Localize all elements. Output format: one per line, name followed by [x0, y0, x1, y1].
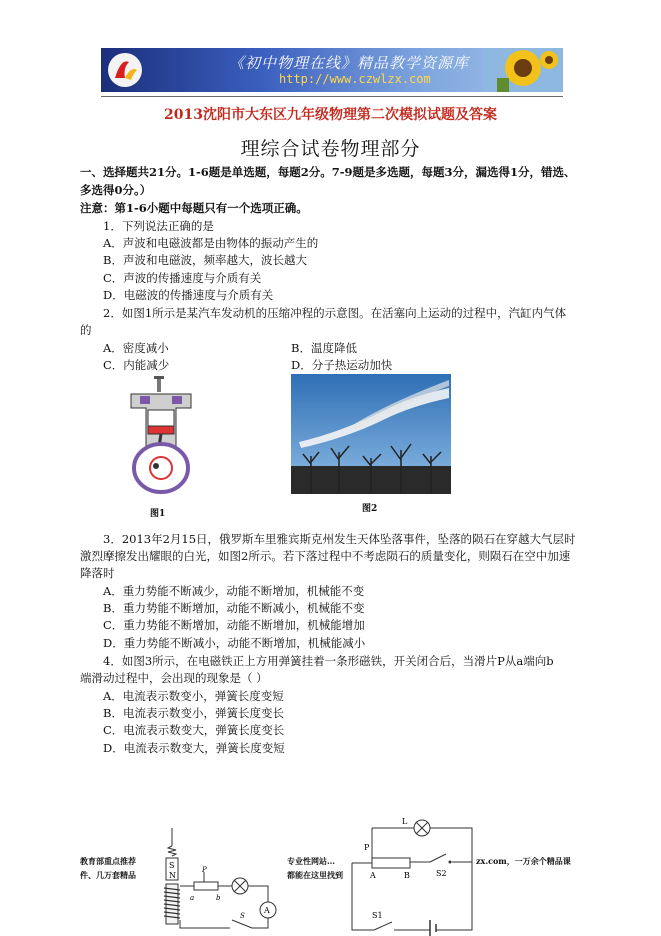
section-heading-line1: 一、选择题共21分。1-6题是单选题，每题2分。7-9题是多选题，每题3分，漏选得1分，错选、: [80, 165, 576, 179]
q3-stem-line2: 激烈摩擦发出耀眼的白光，如图2所示。若下落过程中不考虑陨石的质量变化，则陨石在空中加速: [80, 549, 571, 563]
page-title: 2013沈阳市大东区九年级物理第二次模拟试题及答案: [164, 107, 497, 123]
terminal-a-label: a: [190, 894, 195, 902]
q2-option-c: C．内能减少: [103, 358, 170, 372]
terminal-b-label: B: [404, 871, 410, 880]
q3-option-c: C．重力势能不断增加，动能不断增加，机械能增加: [103, 618, 365, 632]
lamp-l-label: L: [402, 817, 408, 826]
banner-url[interactable]: http://www.czwlzx.com: [279, 72, 431, 86]
section-heading-line2: 多选得0分。）: [80, 183, 152, 197]
electromagnet-circuit-diagram: [160, 828, 280, 936]
q1-stem: 1．下列说法正确的是: [103, 219, 214, 233]
q2-stem-line2: 的: [80, 323, 92, 337]
slider-p-label: P: [202, 866, 207, 874]
magnet-n-label: N: [169, 871, 176, 880]
banner-title: 《初中物理在线》精品教学资源库: [229, 54, 470, 72]
terminal-a-label: A: [370, 871, 376, 880]
footer-left-line1: 教育部重点推荐: [80, 856, 136, 866]
magnet-s-label: S: [169, 861, 175, 870]
site-banner: [101, 48, 563, 92]
meteor-photo: [291, 374, 451, 494]
q3-stem-line1: 3．2013年2月15日，俄罗斯车里雅宾斯克州发生天体坠落事件，坠落的陨石在穿越大气层时: [103, 532, 576, 546]
switch-s2-label: S2: [436, 869, 447, 878]
q2-option-b: B．温度降低: [291, 341, 357, 355]
q4-option-d: D．电流表示数变大，弹簧长度变短: [103, 741, 285, 755]
footer-left-line2: 件、几万套精品: [80, 870, 136, 880]
footer-mid-line2: 都能在这里找到: [287, 870, 343, 880]
switch-s1-label: S1: [372, 911, 383, 920]
engine-diagram: [126, 376, 196, 498]
switch-s-label: S: [240, 912, 245, 920]
page-subtitle: 理综合试卷物理部分: [240, 138, 421, 160]
terminal-b-label: b: [216, 894, 221, 902]
figure-1-caption: 图1: [150, 509, 166, 519]
ammeter-label: A: [264, 906, 270, 915]
q3-option-a: A．重力势能不断减少，动能不断增加，机械能不变: [103, 584, 365, 598]
q2-option-d: D．分子热运动加快: [291, 358, 393, 372]
q4-option-b: B．电流表示数变小，弹簧长度变长: [103, 706, 284, 720]
q4-option-c: C．电流表示数变大，弹簧长度变长: [103, 723, 285, 737]
slider-p-label: P: [364, 843, 370, 852]
q4-option-a: A．电流表示数变小，弹簧长度变短: [103, 689, 284, 703]
footer-right-line: zx.com，一万余个精品课: [476, 856, 571, 866]
q4-stem-line2: 端滑动过程中，会出现的现象是（ ）: [80, 671, 268, 685]
q2-stem-line1: 2．如图1所示是某汽车发动机的压缩冲程的示意图。在活塞向上运动的过程中，汽缸内气体: [103, 306, 567, 320]
sunflower-icon: [483, 48, 563, 92]
q1-option-a: A．声波和电磁波都是由物体的振动产生的: [103, 236, 319, 250]
q3-option-d: D．重力势能不断减小，动能不断增加，机械能减小: [103, 636, 366, 650]
q1-option-c: C．声波的传播速度与介质有关: [103, 271, 262, 285]
section-note: 注意：第1-6小题中每题只有一个选项正确。: [80, 201, 308, 215]
figure-2-caption: 图2: [362, 504, 378, 514]
banner-divider: [101, 96, 563, 97]
lamp-circuit-diagram: [346, 812, 476, 936]
q3-option-b: B．重力势能不断增加，动能不断减小，机械能不变: [103, 601, 365, 615]
q1-option-b: B．声波和电磁波，频率越大，波长越大: [103, 253, 307, 267]
footer-mid-line1: 专业性网站…: [287, 856, 335, 866]
q1-option-d: D．电磁波的传播速度与介质有关: [103, 288, 274, 302]
q3-stem-line3: 降落时: [80, 566, 115, 580]
q2-option-a: A．密度减小: [103, 341, 169, 355]
site-logo-icon: [107, 52, 143, 88]
q4-stem-line1: 4．如图3所示，在电磁铁正上方用弹簧挂着一条形磁铁，开关闭合后，当滑片P从a端向b: [103, 654, 554, 668]
